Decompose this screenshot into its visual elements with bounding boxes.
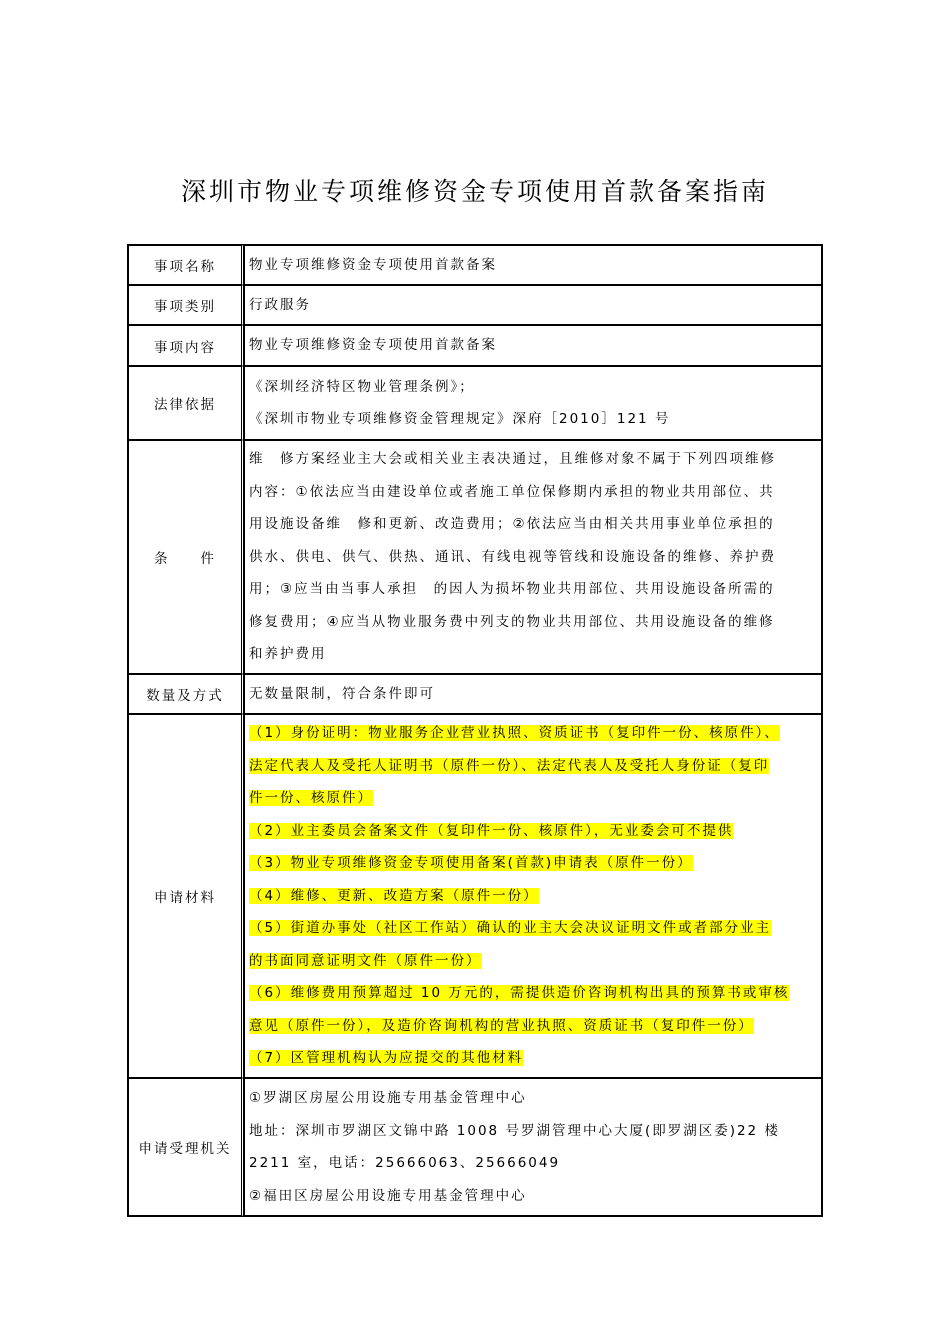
value-line: ②福田区房屋公用设施专用基金管理中心 [249,1187,527,1204]
row-value-application-materials [244,714,822,1078]
value-line: 物业专项维修资金专项使用首款备案 [249,256,497,273]
row-value-conditions [244,440,822,674]
row-label-quantity-method: 数量及方式 [128,674,244,714]
row-label-item-name: 事项名称 [128,245,244,285]
highlighted-text: （2）业主委员会备案文件（复印件一份、核原件），无业委会可不提供 [249,822,734,839]
highlighted-text: 的书面同意证明文件（原件一份） [249,952,482,969]
table-row [128,440,822,674]
value-line: 2211 室，电话：25666063、25666049 [249,1155,561,1171]
row-label-legal-basis: 法律依据 [128,366,244,440]
value-line: ①罗湖区房屋公用设施专用基金管理中心 [249,1090,527,1106]
value-line: 用；③应当由当事人承担 的因人为损坏物业共用部位、共用设施设备所需的 [249,581,775,598]
highlighted-text: （1）身份证明：物业服务企业营业执照、资质证书（复印件一份、核原件）、 [249,725,780,742]
table-row [128,245,822,285]
value-line: 和养护费用 [249,646,327,663]
value-line: 《深圳经济特区物业管理条例》； [249,378,475,395]
value-line: 供水、供电、供气、供热、通讯、有线电视等管线和设施设备的维修、养护费 [249,548,776,565]
highlighted-text: （6）维修费用预算超过 10 万元的，需提供造价咨询机构出具的预算书或审核 [249,985,790,1002]
row-label-item-content: 事项内容 [128,325,244,366]
value-line: 维 修方案经业主大会或相关业主表决通过，且维修对象不属于下列四项维修 [249,451,776,468]
row-value-item-content [244,325,822,366]
table-row [128,674,822,714]
guide-table [127,244,823,1217]
row-label-conditions: 条 件 [128,440,244,674]
value-line: 修复费用；④应当从物业服务费中列支的物业共用部位、共用设施设备的维修 [249,613,775,630]
value-line: 内容：①依法应当由建设单位或者施工单位保修期内承担的物业共用部位、共 [249,483,775,500]
page-title: 深圳市物业专项维修资金专项使用首款备案指南 [180,177,769,206]
highlighted-text: （5）街道办事处（社区工作站）确认的业主大会决议证明文件或者部分业主 [249,920,772,937]
table-row [128,1078,822,1216]
row-label-item-category: 事项类别 [128,285,244,325]
value-line: 无数量限制，符合条件即可 [249,685,435,702]
table-row [128,366,822,440]
highlighted-text: （3）物业专项维修资金专项使用备案(首款)申请表（原件一份） [249,855,693,872]
row-value-item-name [244,245,822,285]
row-value-item-category [244,285,822,325]
highlighted-text: （7）区管理机构认为应提交的其他材料 [249,1050,524,1067]
row-label-application-materials: 申请材料 [128,714,244,1078]
highlighted-text: 件一份、核原件） [249,790,373,807]
highlighted-text: 意见（原件一份），及造价咨询机构的营业执照、资质证书（复印件一份） [249,1017,754,1034]
row-value-legal-basis [244,366,822,440]
table-row [128,714,822,1078]
value-line: 《深圳市物业专项维修资金管理规定》深府［2010］121 号 [249,411,671,427]
highlighted-text: 法定代表人及受托人证明书（原件一份）、法定代表人及受托人身份证（复印 [249,757,770,774]
value-line: 地址：深圳市罗湖区文锦中路 1008 号罗湖管理中心大厦(即罗湖区委)22 楼 [249,1122,780,1139]
value-line: 物业专项维修资金专项使用首款备案 [249,337,497,354]
highlighted-text: （4）维修、更新、改造方案（原件一份） [249,887,539,904]
table-row [128,285,822,325]
value-line: 行政服务 [249,296,311,313]
row-value-accepting-authority [244,1078,822,1216]
table-row [128,325,822,366]
row-label-accepting-authority: 申请受理机关 [128,1078,244,1216]
row-value-quantity-method [244,674,822,714]
value-line: 用设施设备维 修和更新、改造费用；②依法应当由相关共用事业单位承担的 [249,516,775,533]
